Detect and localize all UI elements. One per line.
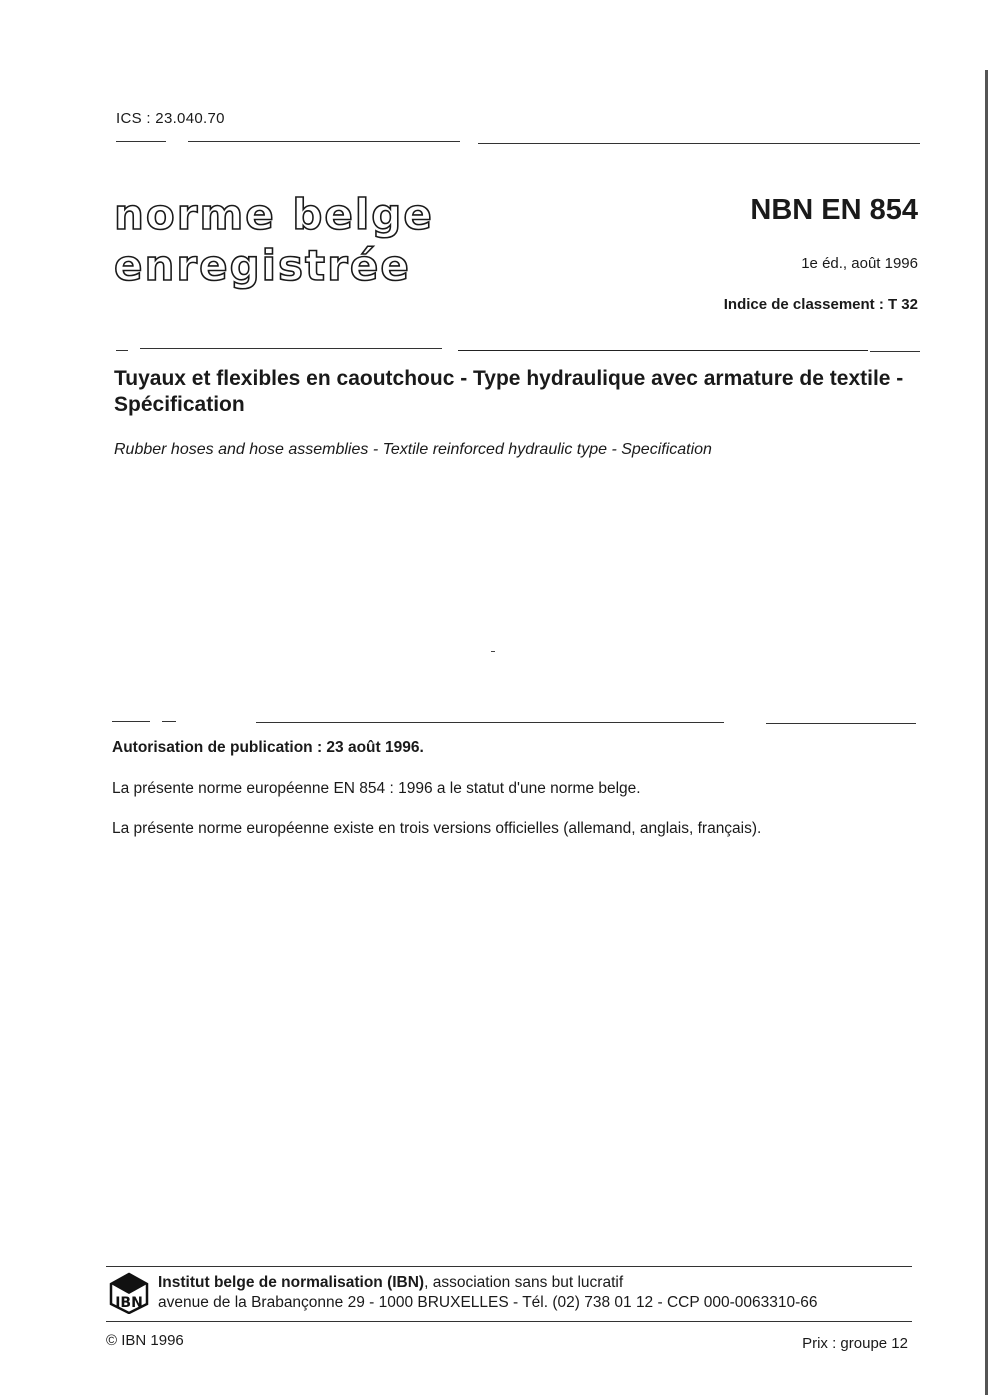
institute-name: Institut belge de normalisation (IBN) — [158, 1274, 425, 1291]
middle-rule-right — [766, 723, 916, 724]
standard-number: NBN EN 854 — [750, 194, 918, 226]
scan-edge-shadow — [985, 70, 988, 1395]
enregistree-label: enregistrée — [114, 241, 411, 290]
status-paragraph: La présente norme européenne EN 854 : 1996 a le statut d'une norme belge. — [112, 780, 641, 797]
scan-speck — [491, 651, 495, 652]
middle-rule-center — [256, 722, 724, 723]
header-rule-dash — [116, 350, 128, 351]
classification-index: Indice de classement : T 32 — [723, 296, 918, 313]
header-rule-right — [458, 350, 868, 351]
title-english: Rubber hoses and hose assemblies - Textile reinforced hydraulic type - Specification — [114, 441, 712, 458]
institute-line — [158, 1274, 623, 1292]
institute-suffix: , association sans but lucratif — [424, 1274, 624, 1291]
publication-authorisation: Autorisation de publication : 23 août 1996. — [112, 739, 424, 756]
top-rule-right — [478, 143, 920, 144]
logo-text: IBN — [115, 1295, 143, 1311]
institute-address: avenue de la Brabançonne 29 - 1000 BRUXELLES - Tél. (02) 738 01 12 - CCP 000-0063310-66 — [158, 1294, 818, 1311]
header-rule-end — [870, 351, 920, 352]
ics-code: ICS : 23.040.70 — [116, 110, 225, 127]
middle-rule-dash — [162, 721, 176, 722]
title-french: Tuyaux et flexibles en caoutchouc - Type hydraulique avec armature de textile - Spécification — [114, 367, 904, 416]
versions-paragraph: La présente norme européenne existe en trois versions officielles (allemand, anglais, français). — [112, 820, 762, 837]
footer-rule-top — [106, 1266, 912, 1267]
header-rule-left — [140, 348, 442, 349]
price-group: Prix : groupe 12 — [802, 1335, 908, 1352]
norme-belge-label: norme belge — [114, 190, 434, 239]
edition-date: 1e éd., août 1996 — [801, 255, 918, 272]
top-rule-left — [188, 141, 460, 142]
middle-rule-left — [112, 721, 150, 722]
footer-rule-bottom — [106, 1321, 912, 1322]
ibn-logo-icon — [108, 1272, 150, 1314]
top-rule-left-dash — [116, 141, 166, 142]
copyright: © IBN 1996 — [106, 1332, 184, 1349]
